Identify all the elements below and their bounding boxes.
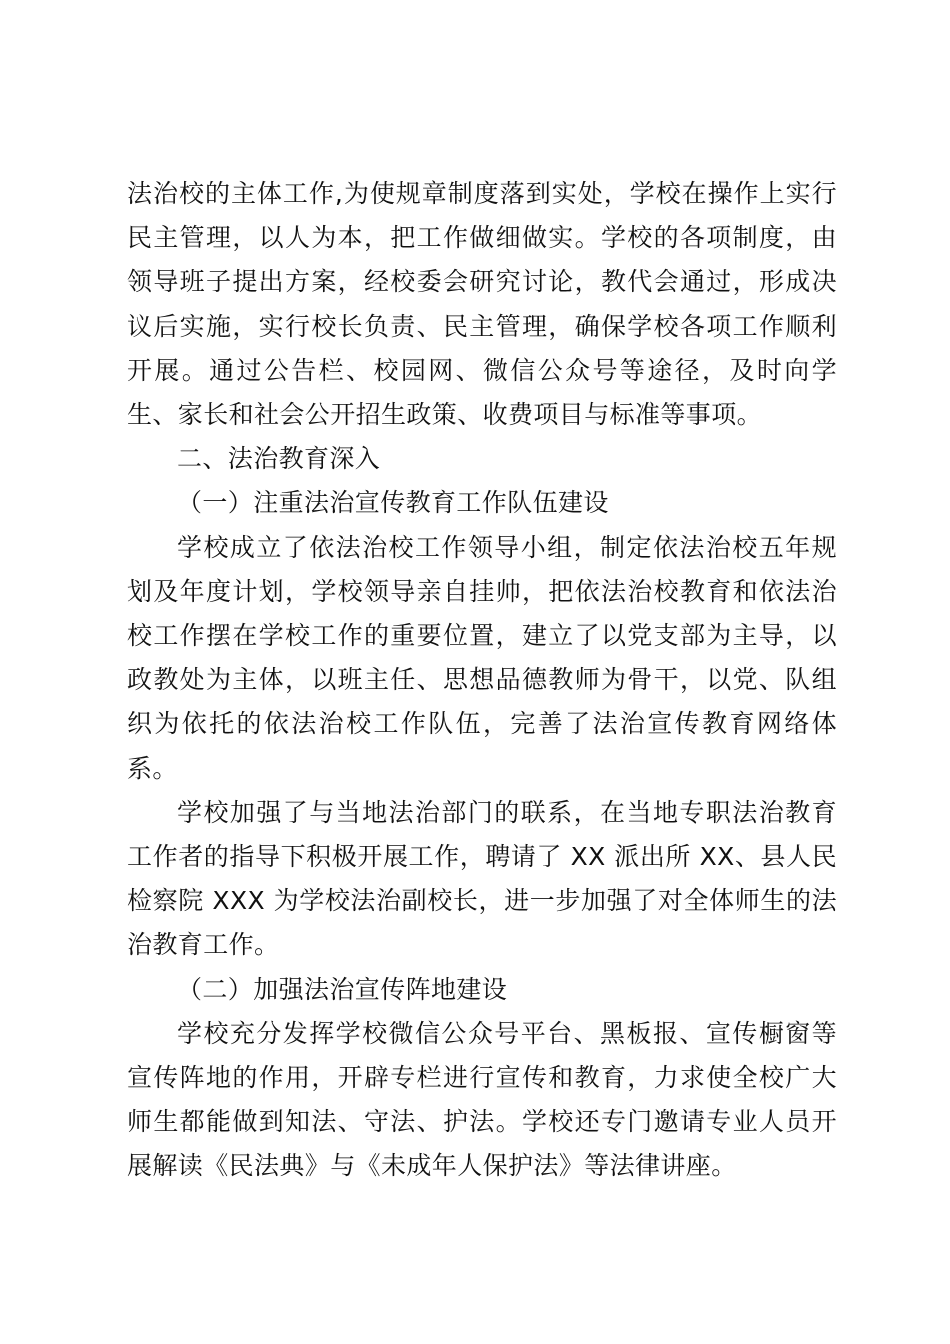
paragraph-team-building: 学校成立了依法治校工作领导小组，制定依法治校五年规划及年度计划，学校领导亲自挂帅，把依法治校教育和依法治校工作摆在学校工作的重要位置，建立了以党支部为主导，以政教处为主体，以班主任、思想品德教师为骨干，以党、队组织为依托的依法治校工作队伍，完善了法治宣传教育网络体系。 [127,532,837,783]
document-body [127,172,837,1189]
paragraph-legal-contact: 学校加强了与当地法治部门的联系，在当地专职法治教育工作者的指导下积极开展工作，聘请了 XX 派出所 XX、县人民检察院 XXX 为学校法治副校长，进一步加强了对全体师生的法治教育工作。 [127,797,837,960]
paragraph-continuation: 法治校的主体工作,为使规章制度落到实处，学校在操作上实行民主管理，以人为本，把工作做细做实。学校的各项制度，由领导班子提出方案，经校委会研究讨论，教代会通过，形成决议后实施，实行校长负责、民主管理，确保学校各项工作顺利开展。通过公告栏、校园网、微信公众号等途径，及时向学生、家长和社会公开招生政策、收费项目与标准等事项。 [127,179,837,430]
subsection-heading-2: （二）加强法治宣传阵地建设 [177,974,508,1004]
section-heading-2: 二、法治教育深入 [177,444,381,474]
subsection-heading-1: （一）注重法治宣传教育工作队伍建设 [177,488,609,518]
paragraph-propaganda-base: 学校充分发挥学校微信公众号平台、黑板报、宣传橱窗等宣传阵地的作用，开辟专栏进行宣传和教育，力求使全校广大师生都能做到知法、守法、护法。学校还专门邀请专业人员开展解读《民法典》与《未成年人保护法》等法律讲座。 [127,1018,837,1181]
